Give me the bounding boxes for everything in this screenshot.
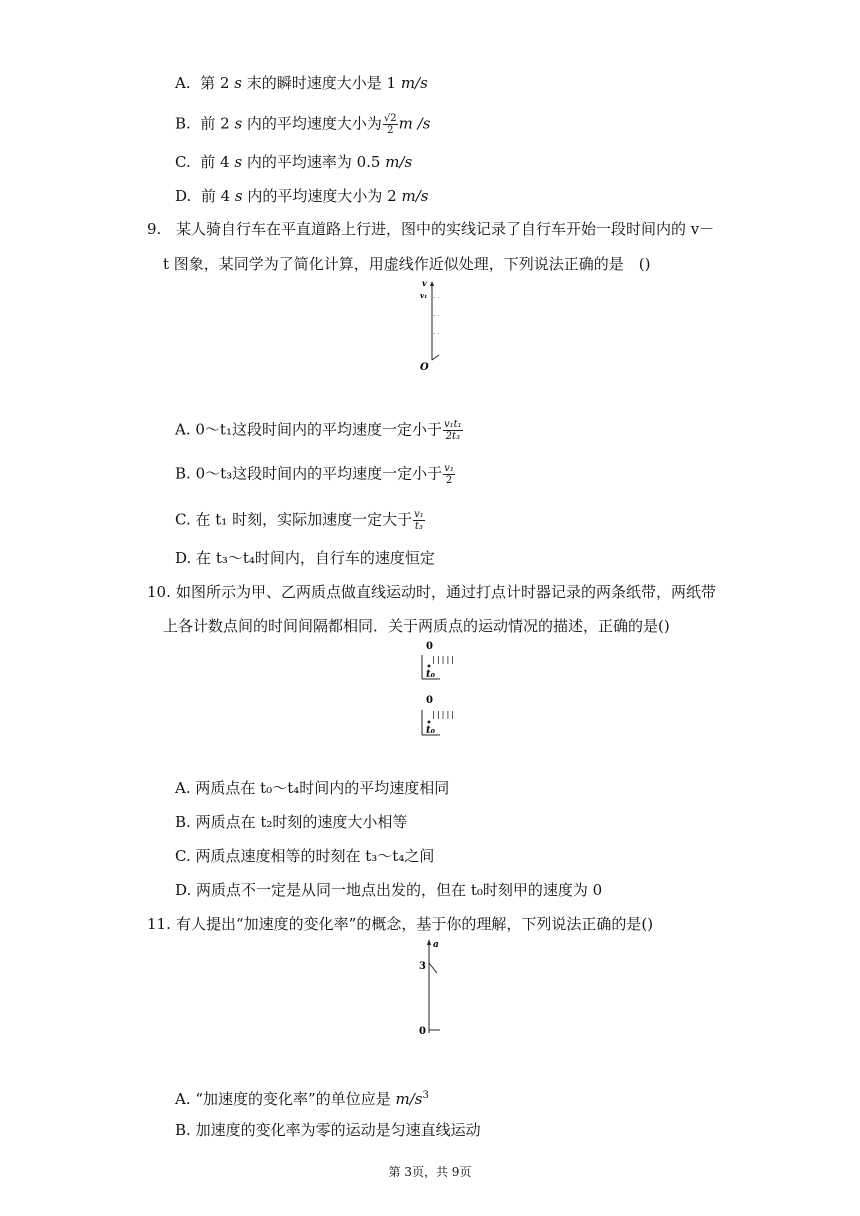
q9-dots-1: . . [433,292,440,300]
q10-bottom-ticks: ||||| [431,710,456,719]
q9-vt-graph [415,278,455,372]
q9-v1-label: v₁ [420,291,428,300]
q10-top-ticks: ||||| [431,655,456,664]
q11-option-a: A. “加速度的变化率”的单位应是 $m/s^3$ [175,1090,429,1108]
fraction: $\frac{\text{v₁t₁}}{\text{2t₃}}$ [443,419,462,442]
q10-bottom-zero: 0 [426,695,433,706]
q10-top-t0: t₀ [426,669,435,680]
q8-option-d: D. 前 4 s 内的平均速度大小为 2 m/s [175,187,429,205]
q10-bottom-t0: t₀ [426,725,435,736]
q8-option-c: C. 前 4 s 内的平均速率为 0.5 m/s [175,153,413,171]
fraction: $\frac{\text{v₁}}{\text{t₃}}$ [414,509,424,532]
q10-top-zero: 0 [426,641,433,652]
q9-number: 9. [147,220,162,238]
q11-tick-0: 0 [419,1026,426,1037]
q11-option-b: B. 加速度的变化率为零的运动是匀速直线运动 [175,1121,481,1139]
q10-bottom-dot [428,721,431,724]
q9-dots-3: . . [433,328,440,336]
q9-option-d: D. 在 t₃～t₄时间内，自行车的速度恒定 [175,549,435,567]
q11-line-segment [429,963,437,973]
q10-stem-line2: 上各计数点间的时间间隔都相同．关于两质点的运动情况的描述，正确的是() [163,617,670,635]
q10-option-d: D. 两质点不一定是从同一地点出发的，但在 t₀时刻甲的速度为 0 [175,881,603,899]
fraction: $\frac{√2}{2}$ [383,113,397,136]
q11-number: 11. [147,915,171,933]
fraction: $\frac{\text{v₁}}{2}$ [444,463,454,486]
q9-v-label: v [422,278,427,288]
q10-option-c: C. 两质点速度相等的时刻在 t₃～t₄之间 [175,847,435,865]
q10-option-a: A. 两质点在 t₀～t₄时间内的平均速度相同 [175,779,450,797]
page-footer: 第 3页，共 9页 [388,1165,472,1179]
q10-paper-tapes [418,637,458,743]
q9-stem-line2: t 图象，某同学为了简化计算，用虚线作近似处理，下列说法正确的是 () [163,255,651,273]
q9-option-a: A. 0～t₁这段时间内的平均速度一定小于 $\frac{\text{v₁t₁}}{\text{2t₃}}$ [175,419,462,442]
q8-option-b: B. 前 2 s 内的平均速度大小为 $\frac{√2}{2}$ m /s [175,113,431,136]
q11-a-axis-arrow [427,939,431,945]
q9-v-axis-arrow [430,281,434,286]
q10-option-b: B. 两质点在 t₂时刻的速度大小相等 [175,813,408,831]
q9-origin-label: O [420,362,429,372]
q10-number: 10. [147,583,171,601]
q11-at-graph [416,937,456,1041]
q9-option-b: B. 0～t₃这段时间内的平均速度一定小于 $\frac{\text{v₁}}{2}$ [175,463,454,486]
q10-stem-line1: 如图所示为甲、乙两质点做直线运动时，通过打点计时器记录的两条纸带，两纸带 [176,583,717,601]
q11-stem-line1: 有人提出“加速度的变化率”的概念，基于你的理解，下列说法正确的是() [176,915,654,933]
q10-top-dot [428,665,431,668]
q11-tick-3: 3 [419,961,426,972]
q9-dots-2: . . [433,310,440,318]
q11-a-label: a [433,940,439,950]
q9-stem-line1: 某人骑自行车在平直道路上行进，图中的实线记录了自行车开始一段时间内的 v－ [176,220,715,238]
q9-option-c: C. 在 t₁ 时刻，实际加速度一定大于 $\frac{\text{v₁}}{\text{t₃}}$ [175,509,424,532]
q9-curve-start [432,355,439,360]
q8-option-a: A. 第 2 s 末的瞬时速度大小是 1 m/s [175,74,428,92]
